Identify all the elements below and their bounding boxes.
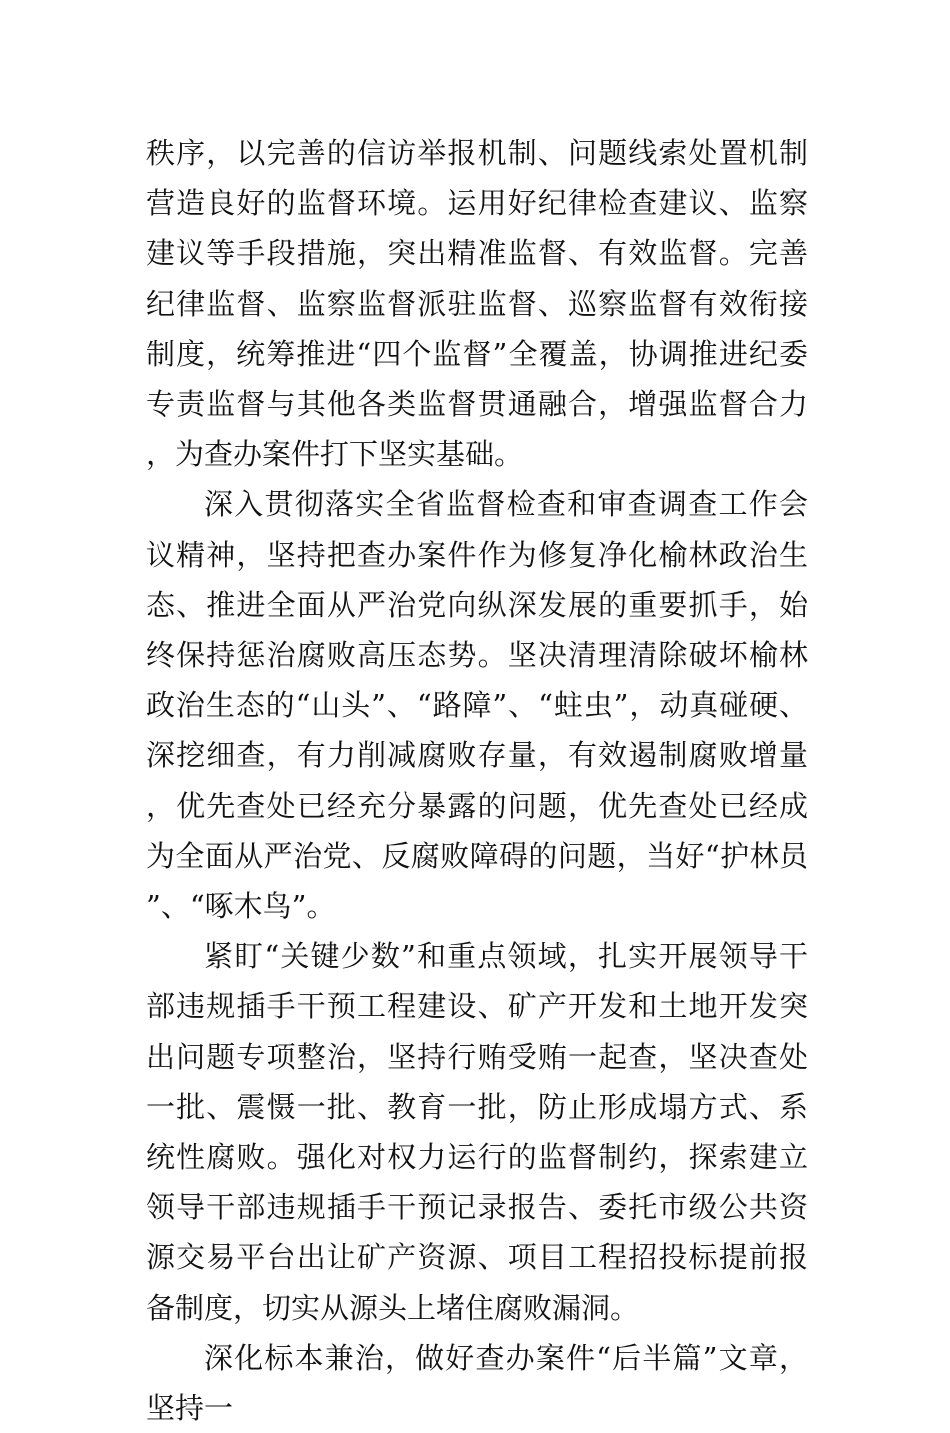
paragraph-key-minority: 紧盯“关键少数”和重点领域，扎实开展领导干部违规插手干预工程建设、矿产开发和土地开发突出问题专项整治，坚持行贿受贿一起查，坚决查处一批、震慑一批、教育一批，防止形成塌方式、系统性腐败。强化对权力运行的监督制约，探索建立领导干部违规插手干预记录报告、委托市级公共资源交易平台出让矿产资源、项目工程招投标提前报备制度，切实从源头上堵住腐败漏洞。 [146,939,808,1325]
paragraph-case-investigation: 深入贯彻落实全省监督检查和审查调查工作会议精神，坚持把查办案件作为修复净化榆林政治生态、推进全面从严治党向纵深发展的重要抓手，始终保持惩治腐败高压态势。坚决清理清除破坏榆林政治生态的“山头”、“路障”、“蛀虫”，动真碰硬、深挖细查，有力削减腐败存量，有效遏制腐败增量，优先查处已经充分暴露的问题，优先查处已经成为全面从严治党、反腐败障碍的问题，当好“护林员”、“啄木鸟”。 [146,487,808,924]
paragraph-continuation: 秩序，以完善的信访举报机制、问题线索处置机制营造良好的监督环境。运用好纪律检查建议、监察建议等手段措施，突出精准监督、有效监督。完善纪律监督、监察监督派驻监督、巡察监督有效衔接制度，统筹推进“四个监督”全覆盖，协调推进纪委专责监督与其他各类监督贯通融合，增强监督合力，为查办案件打下坚实基础。 [146,136,808,472]
paragraph-root-causes: 深化标本兼治，做好查办案件“后半篇”文章，坚持一 [146,1340,808,1426]
body-text [146,128,808,1433]
